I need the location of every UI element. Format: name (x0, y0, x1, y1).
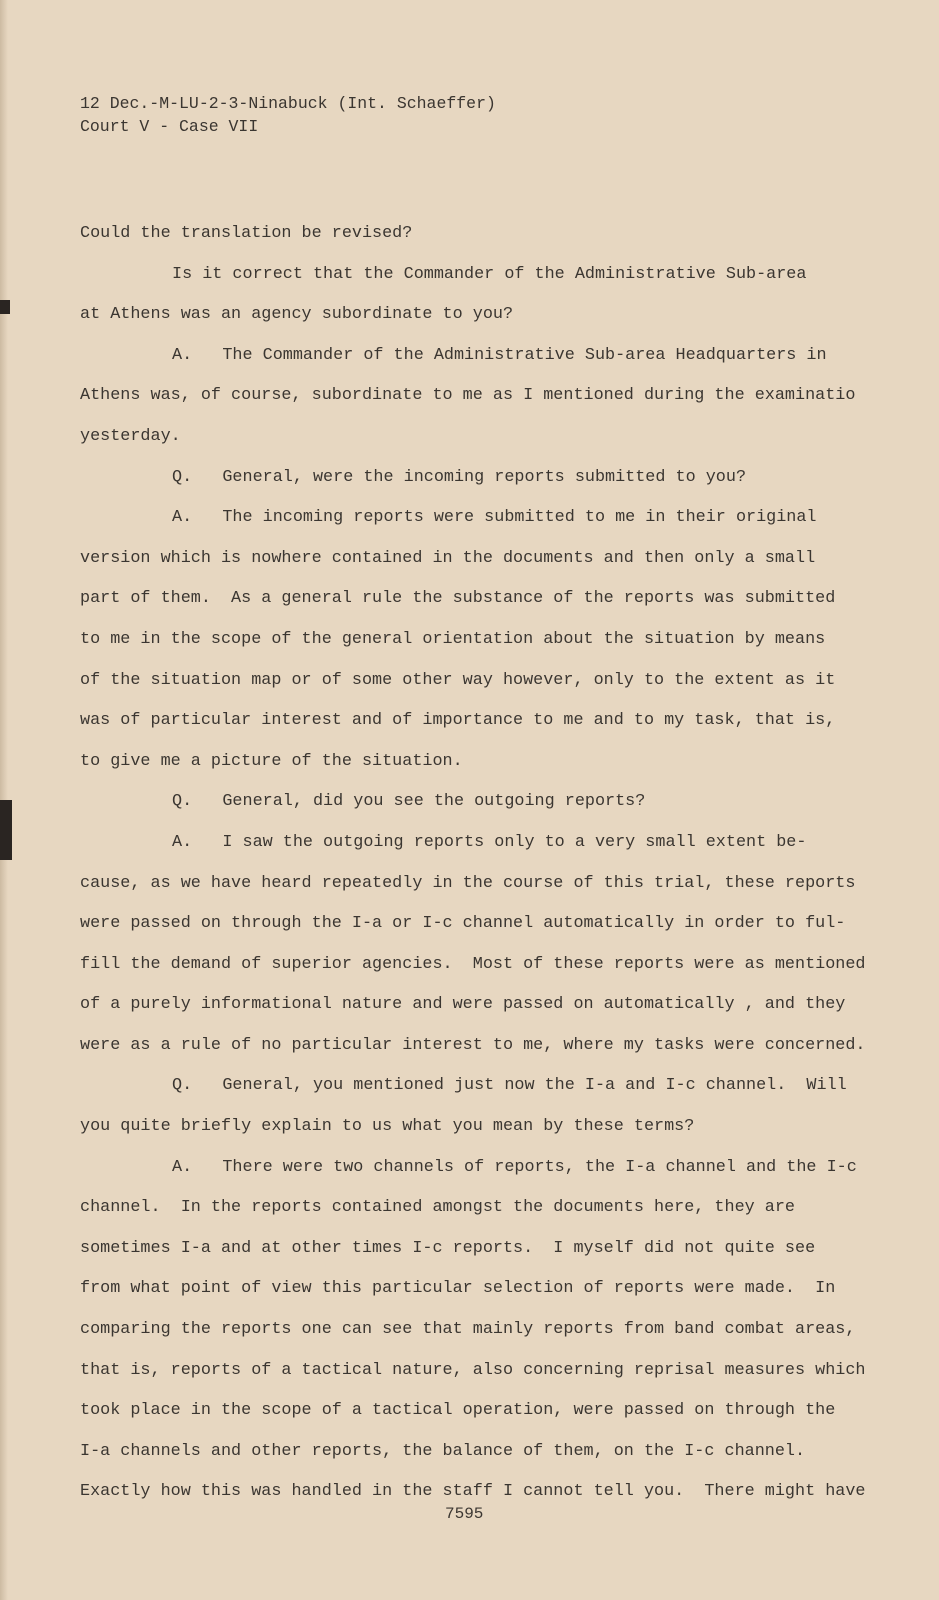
transcript-line: was of particular interest and of importance to me and to my task, that is, (80, 711, 836, 731)
transcript-line: were passed on through the I-a or I-c channel automatically in order to ful- (80, 914, 846, 934)
transcript-line: Q. General, were the incoming reports submitted to you? (172, 467, 747, 487)
transcript-line: Could the translation be revised? (80, 224, 413, 243)
transcript-line: you quite briefly explain to us what you mean by these terms? (80, 1117, 695, 1137)
transcript-line: at Athens was an agency subordinate to you? (80, 305, 514, 325)
torn-edge-mark (0, 800, 12, 860)
transcript-line: A. There were two channels of reports, the I-a channel and the I-c (172, 1157, 857, 1177)
transcript-line: Q. General, did you see the outgoing reports? (172, 792, 646, 812)
transcript-line: to me in the scope of the general orientation about the situation by means (80, 629, 826, 649)
transcript-line: version which is nowhere contained in the documents and then only a small (80, 548, 816, 568)
transcript-line: A. The Commander of the Administrative Sub-area Headquarters in (172, 345, 827, 365)
transcript-line: Is it correct that the Commander of the Administrative Sub-area (172, 264, 807, 284)
transcript-line: from what point of view this particular selection of reports were made. In (80, 1279, 836, 1299)
transcript-line: comparing the reports one can see that mainly reports from band combat areas, (80, 1320, 856, 1340)
transcript-line: fill the demand of superior agencies. Most of these reports were as mentioned (80, 954, 866, 974)
transcript-line: I-a channels and other reports, the balance of them, on the I-c channel. (80, 1441, 806, 1461)
transcript-line: channel. In the reports contained amongst the documents here, they are (80, 1198, 795, 1218)
transcript-line: of the situation map or of some other way however, only to the extent as it (80, 670, 836, 690)
transcript-line: Athens was, of course, subordinate to me as I mentioned during the examinatio (80, 386, 856, 406)
transcript-line: A. I saw the outgoing reports only to a very small extent be- (172, 832, 807, 852)
transcript-body (80, 214, 866, 1513)
transcript-line: yesterday. (80, 426, 181, 446)
transcript-line: sometimes I-a and at other times I-c reports. I myself did not quite see (80, 1238, 816, 1258)
transcript-line: Exactly how this was handled in the staff I cannot tell you. There might have (80, 1482, 866, 1502)
document-header (80, 92, 496, 138)
transcript-line: were as a rule of no particular interest to me, where my tasks were concerned. (80, 1035, 866, 1055)
transcript-line: that is, reports of a tactical nature, also concerning reprisal measures which (80, 1360, 866, 1380)
transcript-line: to give me a picture of the situation. (80, 751, 463, 771)
transcript-line: of a purely informational nature and were passed on automatically , and they (80, 995, 846, 1015)
header-line-1: 12 Dec.-M-LU-2-3-Ninabuck (Int. Schaeffer) (80, 94, 496, 113)
transcript-line: cause, as we have heard repeatedly in the course of this trial, these reports (80, 873, 856, 893)
transcript-line: A. The incoming reports were submitted to me in their original (172, 508, 817, 528)
transcript-line: part of them. As a general rule the substance of the reports was submitted (80, 589, 836, 609)
page-number: 7595 (445, 1505, 484, 1523)
transcript-line: took place in the scope of a tactical operation, were passed on through the (80, 1401, 836, 1421)
torn-edge-mark (0, 300, 10, 314)
transcript-line: Q. General, you mentioned just now the I-a and I-c channel. Will (172, 1076, 847, 1096)
header-line-2: Court V - Case VII (80, 117, 259, 136)
